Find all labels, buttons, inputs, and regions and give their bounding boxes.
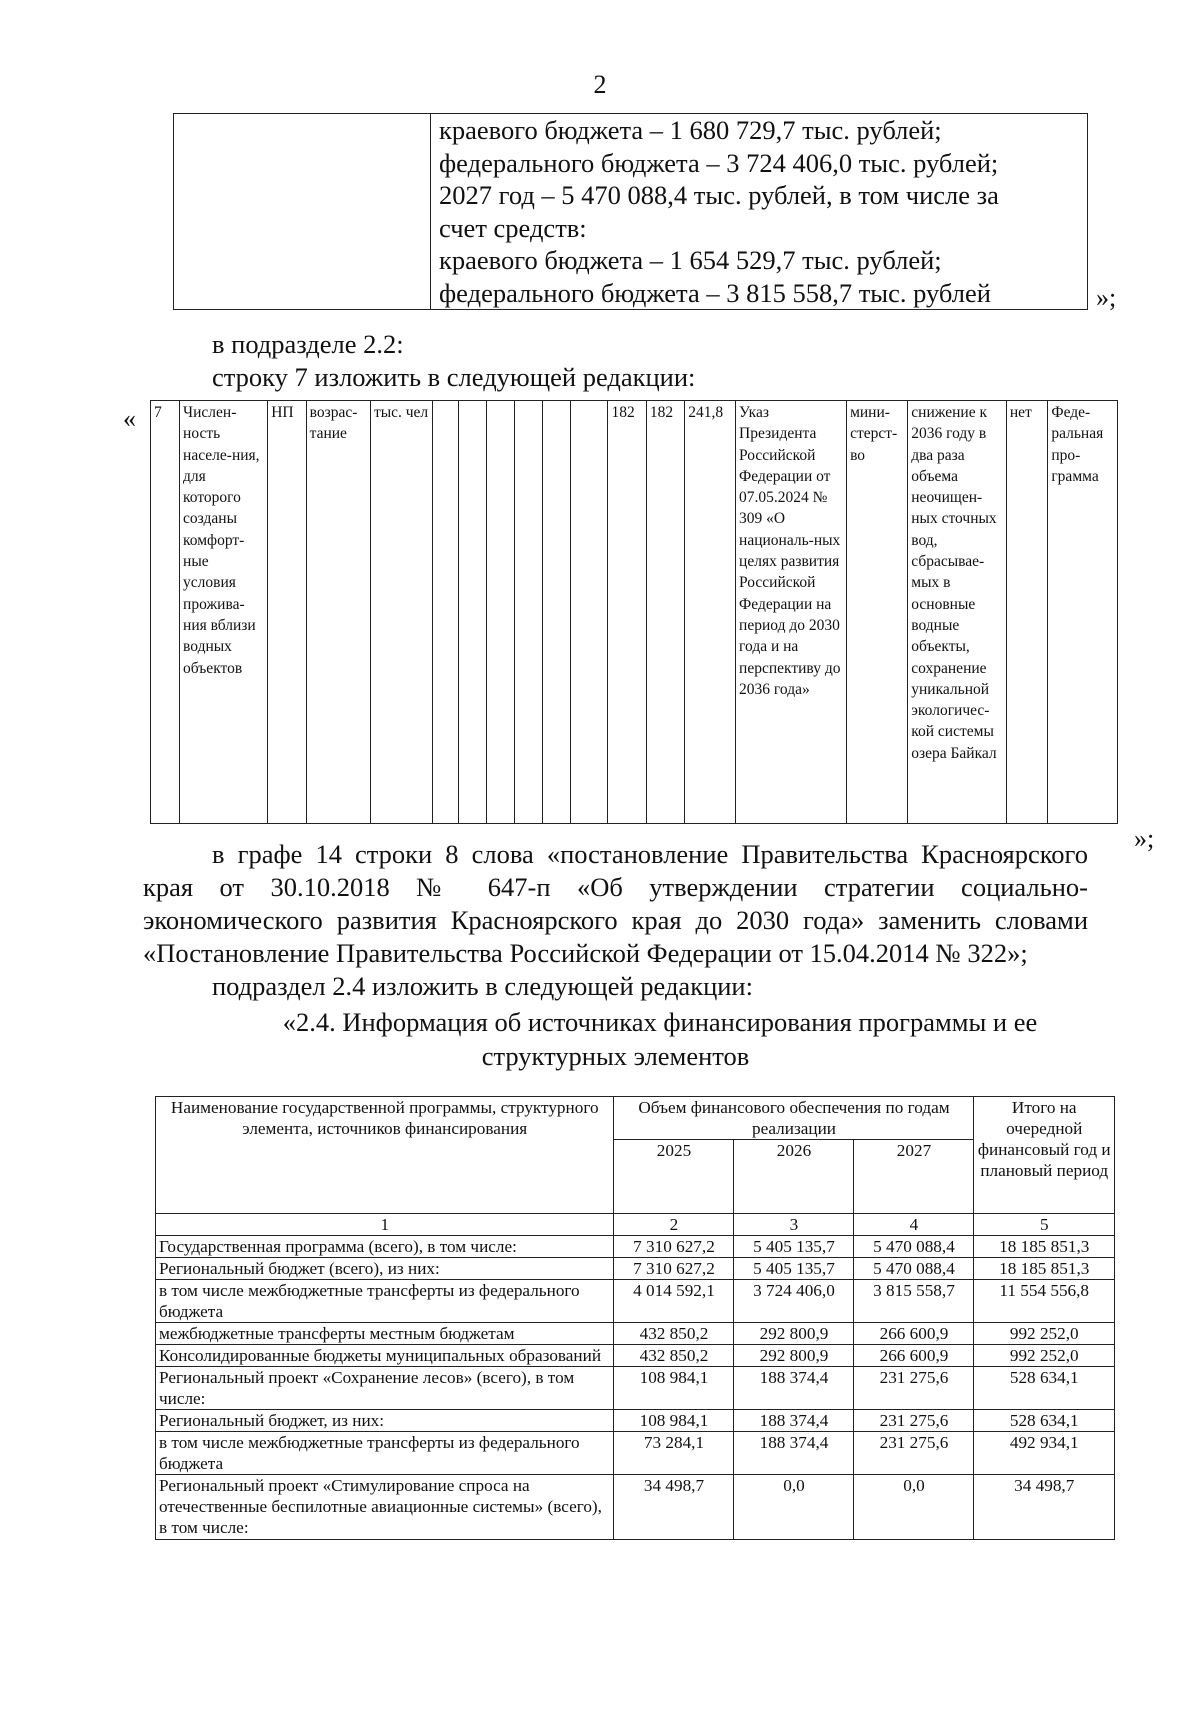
row7-document: Указ Президента Российской Федерации от 07.05.2024 № 309 «О националь-ных целях развития Российской Федерации на период до 2030 года и на перспективу до 2036 года» bbox=[736, 401, 847, 824]
row-2026: 3 724 406,0 bbox=[734, 1280, 854, 1323]
page-number: 2 bbox=[593, 70, 607, 99]
row-2025: 108 984,1 bbox=[614, 1367, 734, 1410]
table-row bbox=[156, 1475, 1115, 1540]
row-2025: 34 498,7 bbox=[614, 1475, 734, 1540]
passport-line: федерального бюджета – 3 815 558,7 тыс. рублей bbox=[439, 277, 991, 308]
row-name: Региональный проект «Сохранение лесов» (всего), в том числе: bbox=[156, 1367, 614, 1410]
row-2027: 266 600,9 bbox=[854, 1323, 974, 1345]
row-2026: 5 405 135,7 bbox=[734, 1258, 854, 1280]
table-row bbox=[156, 1345, 1115, 1367]
table-row bbox=[156, 1280, 1115, 1323]
program-passport-table-continuation bbox=[173, 113, 1088, 310]
table-row bbox=[156, 1367, 1115, 1410]
row-total: 992 252,0 bbox=[974, 1345, 1115, 1367]
row-total: 18 185 851,3 bbox=[974, 1236, 1115, 1258]
row-2026: 188 374,4 bbox=[734, 1410, 854, 1432]
row-name: межбюджетные трансферты местным бюджетам bbox=[156, 1323, 614, 1345]
row7-empty-cell bbox=[459, 401, 487, 824]
subsection-intro-line2: строку 7 изложить в следующей редакции: bbox=[212, 362, 696, 392]
table-row bbox=[156, 1410, 1115, 1432]
row-2027: 266 600,9 bbox=[854, 1345, 974, 1367]
row-name: Региональный бюджет (всего), из них: bbox=[156, 1258, 614, 1280]
row7-unit: тыс. чел bbox=[370, 401, 432, 824]
row7-value-3: 241,8 bbox=[685, 401, 736, 824]
passport-line: федерального бюджета – 3 724 406,0 тыс. рублей; bbox=[439, 147, 999, 178]
row-2027: 5 470 088,4 bbox=[854, 1258, 974, 1280]
row7-empty-cell bbox=[571, 401, 608, 824]
row-total: 528 634,1 bbox=[974, 1367, 1115, 1410]
amendment-line2: края от 30.10.2018 № 647-п «Об утверждении стратегии социально- bbox=[143, 872, 1088, 902]
row7-indicator-name: Числен-ность населе-ния, для которого созданы комфорт-ные условия прожива-ния вблизи водных объектов bbox=[180, 401, 268, 824]
row-2025: 432 850,2 bbox=[614, 1345, 734, 1367]
row7-empty-cell bbox=[543, 401, 571, 824]
row7-number: 7 bbox=[151, 401, 180, 824]
table-row bbox=[156, 1432, 1115, 1475]
header-year-2027: 2027 bbox=[854, 1140, 974, 1214]
row-2025: 7 310 627,2 bbox=[614, 1236, 734, 1258]
row-total: 992 252,0 bbox=[974, 1323, 1115, 1345]
row-total: 492 934,1 bbox=[974, 1432, 1115, 1475]
header-total: Итого на очередной финансовый год и плановый период bbox=[974, 1097, 1115, 1214]
financing-sources-table bbox=[155, 1096, 1115, 1540]
table-header-row bbox=[156, 1097, 1115, 1140]
row7-closing-quote: »; bbox=[1134, 824, 1155, 853]
header-name-column: Наименование государственной программы, структурного элемента, источников финансирования bbox=[156, 1097, 614, 1214]
row7-open-quote: « bbox=[123, 404, 136, 433]
column-number-row bbox=[156, 1214, 1115, 1236]
section-heading-line2: структурных элементов bbox=[481, 1041, 750, 1071]
indicator-row-7-table bbox=[150, 400, 1118, 824]
row-2025: 108 984,1 bbox=[614, 1410, 734, 1432]
amendment-line3: экономического развития Красноярского края до 2030 года» заменить словами bbox=[143, 905, 1088, 935]
row-2027: 0,0 bbox=[854, 1475, 974, 1540]
table-row bbox=[151, 401, 1118, 824]
row-name: Региональный бюджет, из них: bbox=[156, 1410, 614, 1432]
amendment-line1: в графе 14 строки 8 слова «постановление Правительства Красноярского bbox=[212, 839, 1088, 869]
row7-value-2: 182 bbox=[646, 401, 684, 824]
header-year-2026: 2026 bbox=[734, 1140, 854, 1214]
row7-goal: снижение к 2036 году в два раза объема неочищен-ных сточных вод, сбрасывае-мых в основные водные объекты, сохранение уникальной экологичес-кой системы озера Байкал bbox=[908, 401, 1007, 824]
row-2027: 3 815 558,7 bbox=[854, 1280, 974, 1323]
row7-program: Феде-ральная про-грамма bbox=[1048, 401, 1118, 824]
header-volume: Объем финансового обеспечения по годам реализации bbox=[614, 1097, 974, 1140]
row7-value-1: 182 bbox=[608, 401, 646, 824]
row7-direction: возрас-тание bbox=[306, 401, 370, 824]
table-row bbox=[156, 1236, 1115, 1258]
row-2026: 292 800,9 bbox=[734, 1323, 854, 1345]
row-total: 18 185 851,3 bbox=[974, 1258, 1115, 1280]
row7-empty-cell bbox=[515, 401, 543, 824]
closing-quote: »; bbox=[1096, 283, 1117, 312]
section-heading-line1: «2.4. Информация об источниках финансирования программы и ее bbox=[282, 1007, 1038, 1037]
passport-line: счет средств: bbox=[439, 212, 587, 243]
amendment-line4: «Постановление Правительства Российской Федерации от 15.04.2014 № 322»; bbox=[143, 938, 1028, 968]
row-2027: 231 275,6 bbox=[854, 1367, 974, 1410]
row-name: Государственная программа (всего), в том числе: bbox=[156, 1236, 614, 1258]
row-2027: 231 275,6 bbox=[854, 1410, 974, 1432]
row-2027: 231 275,6 bbox=[854, 1432, 974, 1475]
row7-level: НП bbox=[268, 401, 306, 824]
column-number: 4 bbox=[854, 1214, 974, 1236]
row-2026: 5 405 135,7 bbox=[734, 1236, 854, 1258]
row-2026: 188 374,4 bbox=[734, 1367, 854, 1410]
column-number: 1 bbox=[156, 1214, 614, 1236]
row-total: 34 498,7 bbox=[974, 1475, 1115, 1540]
row-2025: 432 850,2 bbox=[614, 1323, 734, 1345]
row-2026: 0,0 bbox=[734, 1475, 854, 1540]
passport-line: 2027 год – 5 470 088,4 тыс. рублей, в том числе за bbox=[439, 180, 999, 210]
row-2025: 7 310 627,2 bbox=[614, 1258, 734, 1280]
row-2025: 73 284,1 bbox=[614, 1432, 734, 1475]
passport-label-cell bbox=[174, 114, 431, 310]
row7-responsible: мини-стерст-во bbox=[847, 401, 908, 824]
column-number: 2 bbox=[614, 1214, 734, 1236]
row7-empty-cell bbox=[487, 401, 515, 824]
column-number: 3 bbox=[734, 1214, 854, 1236]
subsection-intro-line1: в подразделе 2.2: bbox=[212, 329, 404, 359]
row-2025: 4 014 592,1 bbox=[614, 1280, 734, 1323]
table-row bbox=[156, 1258, 1115, 1280]
row-2026: 292 800,9 bbox=[734, 1345, 854, 1367]
row-name: в том числе межбюджетные трансферты из федерального бюджета bbox=[156, 1432, 614, 1475]
row-name: Региональный проект «Стимулирование спроса на отечественные беспилотные авиационные системы» (всего), в том числе: bbox=[156, 1475, 614, 1540]
row7-flag: нет bbox=[1006, 401, 1048, 824]
amendment-line5: подраздел 2.4 изложить в следующей редакции: bbox=[212, 971, 753, 1001]
header-year-2025: 2025 bbox=[614, 1140, 734, 1214]
row7-empty-cell bbox=[433, 401, 459, 824]
row-2027: 5 470 088,4 bbox=[854, 1236, 974, 1258]
row-name: в том числе межбюджетные трансферты из федерального бюджета bbox=[156, 1280, 614, 1323]
passport-line: краевого бюджета – 1 680 729,7 тыс. рублей; bbox=[439, 115, 942, 145]
table-row bbox=[156, 1323, 1115, 1345]
row-total: 528 634,1 bbox=[974, 1410, 1115, 1432]
row-total: 11 554 556,8 bbox=[974, 1280, 1115, 1323]
column-number: 5 bbox=[974, 1214, 1115, 1236]
passport-value-cell bbox=[431, 114, 1088, 310]
passport-line: краевого бюджета – 1 654 529,7 тыс. рублей; bbox=[439, 245, 942, 275]
row-2026: 188 374,4 bbox=[734, 1432, 854, 1475]
row-name: Консолидированные бюджеты муниципальных образований bbox=[156, 1345, 614, 1367]
